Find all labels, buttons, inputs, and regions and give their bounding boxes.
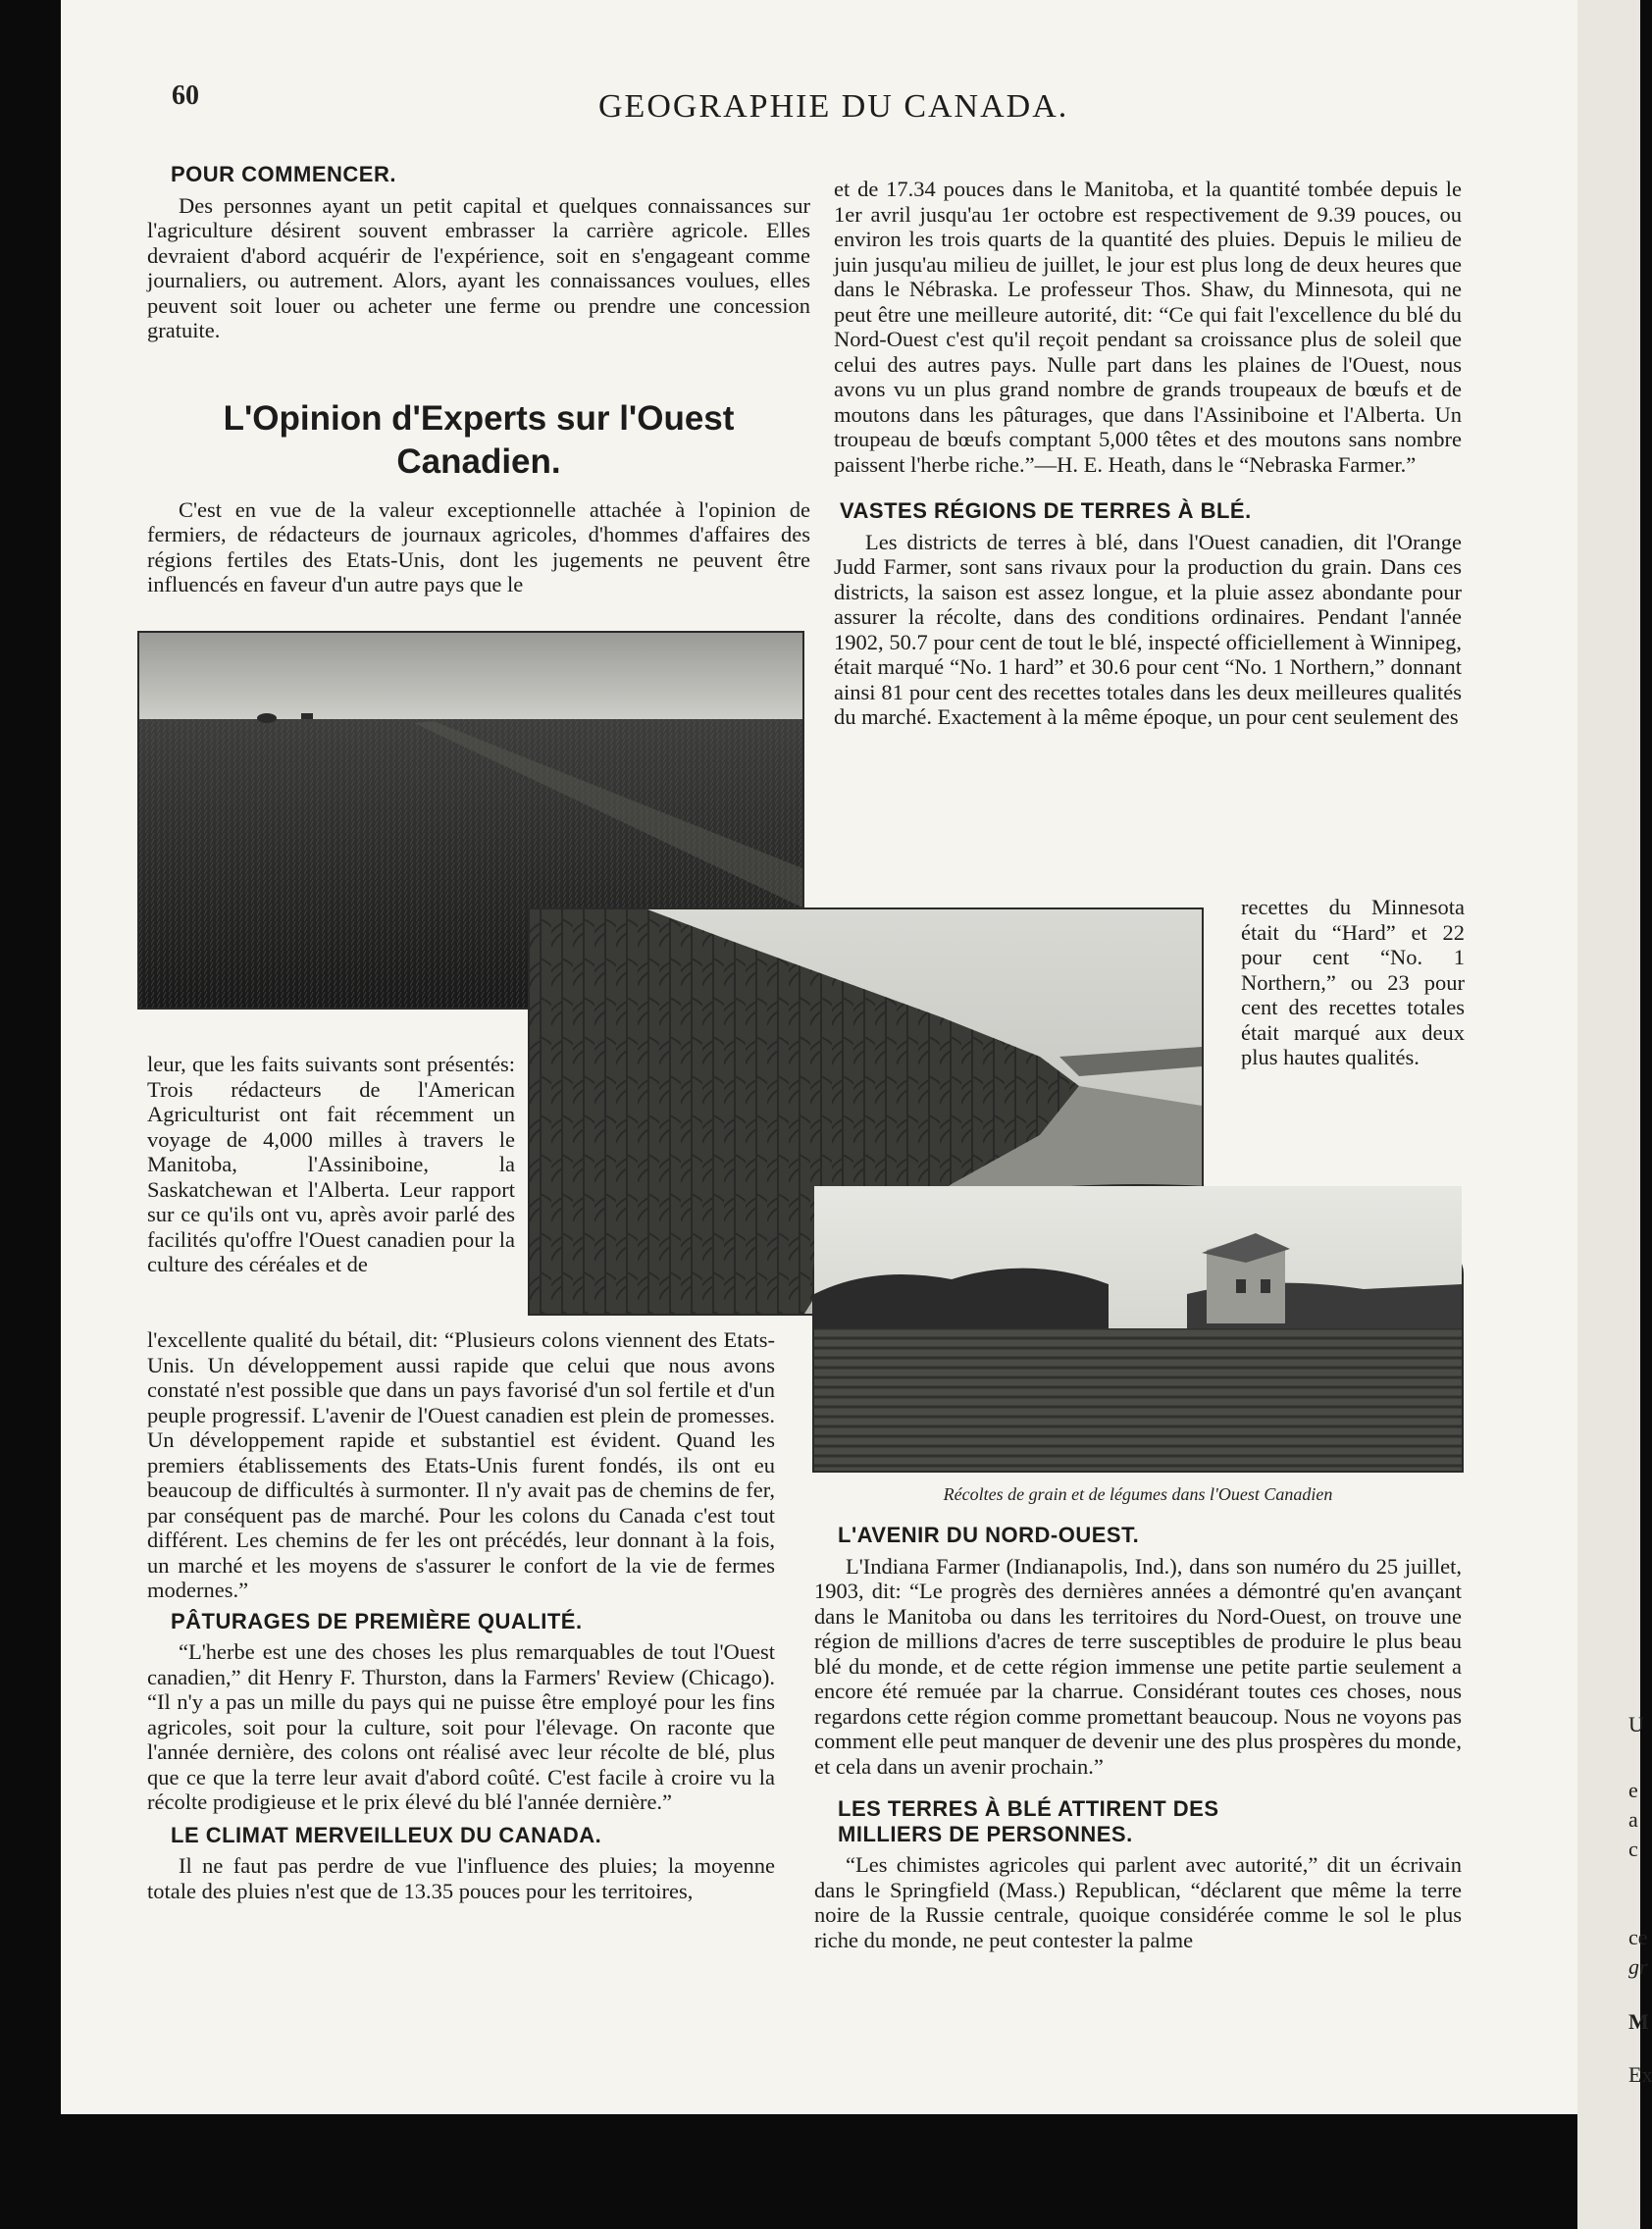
section-heading: L'AVENIR DU NORD-OUEST. — [838, 1523, 1140, 1547]
section-heading: POUR COMMENCER. — [171, 162, 396, 186]
edge-fragment: a — [1628, 1807, 1638, 1832]
heading-line: LES TERRES À BLÉ ATTIRENT DES — [838, 1796, 1219, 1821]
paragraph: l'excellente qualité du bétail, dit: “Plusieurs colons viennent des Etats-Unis. Un développement aussi rapide que celui que nous avons constaté n'est possible que dans un pays favorisé d'un sol fertile et d'un peuple progressif. L'avenir de l'Ouest canadien est plein de promesses. Un développement rapide et substantiel est évident. Quand les premiers établissements des Etats-Unis furent fondés, ils ont eu beaucoup de difficultés à surmonter. Il n'y avait pas de chemins de fer, par conséquent pas de marché. Pour les colons du Canada c'est tout différent. Les chemins de fer les ont précédés, leur donnant à la fois, un marché et les moyens de s'assurer le confort de la vie de fermes modernes.” — [147, 1327, 775, 1602]
paragraph: “Les chimistes agricoles qui parlent avec autorité,” dit un écrivain dans le Springfield (Mass.) Republican, “déclarent que même la terre noire de la Russie centrale, quoique considérée comme le sol le plus riche du monde, ne peut contester la palme — [814, 1852, 1462, 1952]
section-heading: VASTES RÉGIONS DE TERRES À BLÉ. — [840, 498, 1252, 523]
paragraph: et de 17.34 pouces dans le Manitoba, et la quantité tombée depuis le 1er avril jusqu'au 1er octobre est respectivement de 9.39 pouces, ou environ les trois quarts de la quantité des pluies. Depuis le milieu de juin jusqu'au milieu de juillet, le jour est plus long de deux heures que dans le Nébraska. Le professeur Thos. Shaw, du Minnesota, qui ne peut être une meilleure autorité, dit: “Ce qui fait l'excellence du blé du Nord-Ouest c'est qu'il reçoit pendant sa croissance plus de soleil que celui des autres pays. Nulle part dans les plaines de l'Ouest, nous avons vu un plus grand nombre de grands troupeaux de bœufs et de moutons dans les pâturages, que dans l'Assiniboine et l'Alberta. Un troupeau de bœufs comptant 5,000 têtes et des moutons sans nombre paissent l'herbe riche.”—H. E. Heath, dans le “Nebraska Farmer.” — [834, 177, 1462, 477]
left-column-top — [147, 162, 810, 601]
paragraph: Des personnes ayant un petit capital et quelques connaissances sur l'agriculture désirent souvent embrasser la carrière agricole. Elles devraient d'abord acquérir de l'expérience, soit en s'engageant comme journaliers, ou autrement. Alors, ayant les connaissances voulues, elles peuvent soit louer ou acheter une ferme ou prendre une concession gratuite. — [147, 192, 810, 342]
farmhouse-photo — [812, 1184, 1464, 1473]
edge-fragment: U — [1628, 1712, 1644, 1737]
paragraph: L'Indiana Farmer (Indianapolis, Ind.), dans son numéro du 25 juillet, 1903, dit: “Le progrès des dernières années a démontré qu'en avançant dans le Manitoba ou dans les territoires du Nord-Ouest, on trouve une région de millions d'acres de terre susceptibles de produire le plus beau blé du monde, et de cette région immense une petite partie seulement a encore été remuée par la charrue. Considérant toutes ces choses, nous regardons cette région comme promettant beaucoup. Nous ne voyons pas comment elle peut manquer de devenir une des plus prospères du monde, et cela dans un avenir prochain.” — [814, 1553, 1462, 1779]
paragraph: leur, que les faits suivants sont présentés: Trois rédacteurs de l'American Agriculturist ont fait récemment un voyage de 4,000 milles à travers le Manitoba, l'Assiniboine, la Saskatchewan et l'Alberta. Leur rapport sur ce qu'ils ont vu, après avoir parlé des facilités qu'offre l'Ouest canadien pour la culture des céréales et de — [147, 1052, 515, 1276]
edge-fragment: M — [1628, 2009, 1649, 2034]
right-column-top — [834, 177, 1462, 734]
paragraph: recettes du Minnesota était du “Hard” et 22 pour cent “No. 1 Northern,” ou 23 pour cent des recettes totales était marqué aux deux plus hautes qualités. — [1241, 895, 1465, 1069]
article-title — [147, 397, 810, 484]
edge-fragment: ce — [1628, 1925, 1648, 1949]
adjacent-page-edge — [1577, 0, 1652, 2229]
edge-fragment: e — [1628, 1778, 1638, 1802]
section-heading: LE CLIMAT MERVEILLEUX DU CANADA. — [171, 1822, 602, 1847]
right-column-bottom — [814, 1523, 1462, 1956]
heading-line: MILLIERS DE PERSONNES. — [838, 1821, 1133, 1846]
left-column-wrap-text — [147, 1052, 515, 1281]
left-column-bottom — [147, 1327, 775, 1907]
page-number: 60 — [172, 80, 199, 111]
paragraph: “L'herbe est une des choses les plus remarquables de tout l'Ouest canadien,” dit Henry F. Thurston, dans la Farmers' Review (Chicago). “Il n'y a pas un mille du pays qui ne puisse être employé pour les fins agricoles, soit pour la culture, soit pour l'élevage. On raconte que l'année dernière, des colons ont réalisé avec leur récolte de blé, plus que ce que la terre leur avait d'abord coûté. C'est facile à croire vu la récolte prodigieuse et le prix élevé du blé l'année dernière.” — [147, 1639, 775, 1814]
section-heading: PÂTURAGES DE PREMIÈRE QUALITÉ. — [171, 1608, 583, 1633]
photo-caption: Récoltes de grain et de légumes dans l'Ouest Canadien — [943, 1484, 1333, 1504]
paragraph: Il ne faut pas perdre de vue l'influence des pluies; la moyenne totale des pluies n'est que de 13.35 pouces pour les territoires, — [147, 1853, 775, 1903]
paragraph: C'est en vue de la valeur exceptionnelle attachée à l'opinion de fermiers, de rédacteurs de journaux agricoles, d'hommes d'affaires des régions fertiles des Etats-Unis, dont les jugements ne peuvent être influencés en faveur d'un autre pays que le — [147, 496, 810, 596]
title-line: L'Opinion d'Experts sur l'Ouest — [223, 398, 735, 438]
paragraph: Les districts de terres à blé, dans l'Ouest canadien, dit l'Orange Judd Farmer, sont sans rivaux pour la production du grain. Dans ces districts, la saison est assez longue, et la pluie assez abondante pour assurer la récolte, dans des conditions ordinaires. Pendant l'année 1902, 50.7 pour cent de tout le blé, inspecté officiellement à Winnipeg, était marqué “No. 1 hard” et 30.6 pour cent “No. 1 Northern,” donnant ainsi 81 pour cent des recettes totales dans les deux meilleures qualités du marché. Exactement à la même époque, un pour cent seulement des — [834, 529, 1462, 729]
edge-fragment: Ex — [1628, 2062, 1652, 2087]
running-head: GEOGRAPHIE DU CANADA. — [598, 88, 1069, 125]
right-column-wrap-text — [1241, 895, 1465, 1074]
title-line: Canadien. — [396, 441, 561, 481]
edge-fragment: c — [1628, 1837, 1638, 1861]
edge-fragment: gr — [1628, 1954, 1648, 1979]
section-heading — [838, 1796, 1462, 1846]
